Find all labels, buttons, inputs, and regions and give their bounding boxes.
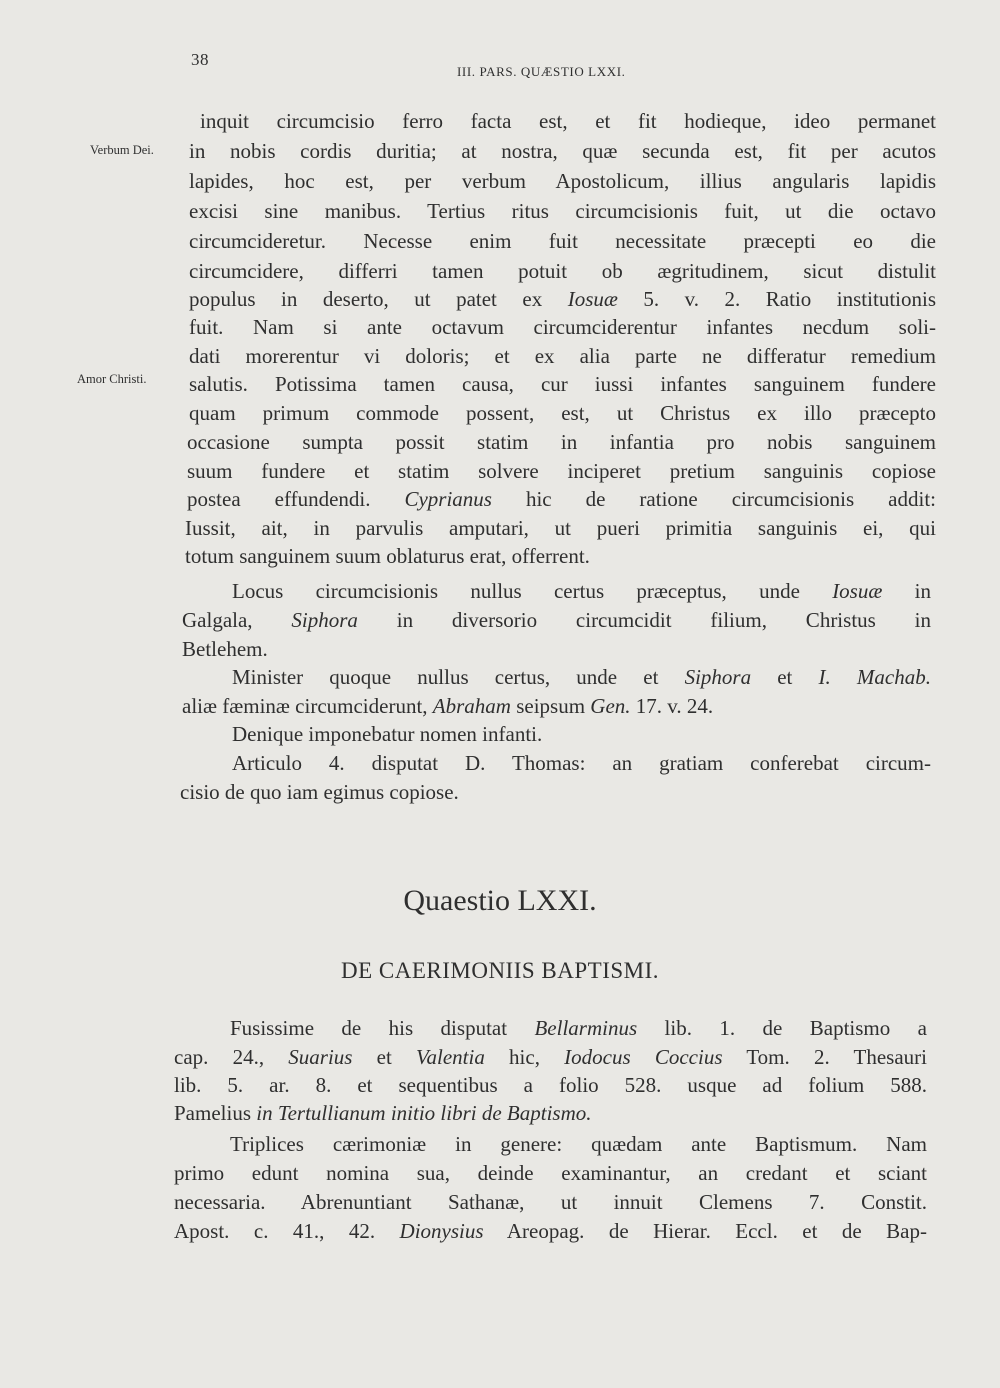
text-run: totum sanguinem suum oblaturus erat, offerrent. — [185, 544, 590, 568]
text-run: aliæ fæminæ circumciderunt, — [182, 694, 433, 718]
text-run: inquit circumcisio ferro facta est, et fit hodieque, ideo permanet — [200, 109, 936, 133]
text-line — [232, 750, 931, 776]
text-run: salutis. Potissima tamen causa, cur iussi infantes sanguinem fundere — [189, 372, 936, 396]
text-run: et — [352, 1045, 417, 1069]
italic-name: in Tertullianum initio libri de Baptismo. — [251, 1101, 592, 1125]
text-run: circumcideretur. Necesse enim fuit necessitate præcepti eo die — [189, 229, 936, 253]
text-run: lib. 5. ar. 8. et sequentibus a folio 528. usque ad folium 588. — [174, 1073, 927, 1097]
italic-name: Valentia — [416, 1045, 485, 1069]
text-line — [189, 198, 936, 224]
text-run: Tom. 2. Thesauri — [722, 1045, 927, 1069]
text-run: fuit. Nam si ante octavum circumciderentur infantes necdum soli- — [189, 315, 936, 339]
text-run: dati morerentur vi doloris; et ex alia parte ne differatur remedium — [189, 344, 936, 368]
text-run: Apost. c. 41., 42. — [174, 1219, 400, 1243]
text-run: Articulo 4. disputat D. Thomas: an gratiam conferebat circum- — [232, 751, 931, 775]
text-line — [232, 578, 931, 604]
text-line — [189, 314, 936, 340]
text-run: excisi sine manibus. Tertius ritus circumcisionis fuit, ut die octavo — [189, 199, 936, 223]
text-line — [189, 343, 936, 369]
text-line — [185, 515, 936, 541]
text-line — [189, 228, 936, 254]
text-line — [174, 1100, 592, 1126]
italic-name: Bellarminus — [534, 1016, 638, 1040]
text-run: Pamelius — [174, 1101, 251, 1125]
text-line — [230, 1131, 927, 1157]
italic-name: Dionysius — [399, 1219, 484, 1243]
italic-name: Gen. — [590, 694, 631, 718]
text-line — [189, 400, 936, 426]
text-run: 5. v. 2. Ratio institutionis — [617, 287, 936, 311]
italic-name: Siphora — [684, 665, 752, 689]
text-run: circumcidere, differri tamen potuit ob ægritudinem, sicut distulit — [189, 259, 936, 283]
italic-name: Cyprianus — [404, 487, 492, 511]
text-line — [182, 636, 268, 662]
text-line — [174, 1189, 927, 1215]
text-run: occasione sumpta possit statim in infantia pro nobis sanguinem — [187, 430, 936, 454]
text-line — [200, 108, 936, 134]
text-line — [174, 1072, 927, 1098]
italic-name: I. Machab. — [818, 665, 931, 689]
text-run: postea effundendi. — [187, 487, 405, 511]
text-line — [232, 721, 542, 747]
page-number: 38 — [191, 50, 209, 69]
running-title: III. PARS. QUÆSTIO LXXI. — [457, 64, 626, 79]
text-run: Minister quoque nullus certus, unde et — [232, 665, 685, 689]
text-run: populus in deserto, ut patet ex — [189, 287, 568, 311]
section-heading: Quaestio LXXI. — [403, 884, 597, 917]
text-run: seipsum — [510, 694, 591, 718]
text-line — [180, 779, 459, 805]
text-run: Betlehem. — [182, 637, 268, 661]
text-line — [182, 607, 931, 633]
italic-name: Suarius — [288, 1045, 353, 1069]
text-run: Areopag. de Hierar. Eccl. et de Bap- — [483, 1219, 927, 1243]
text-run: Denique imponebatur nomen infanti. — [232, 722, 543, 746]
text-line — [189, 258, 936, 284]
margin-note-amor-christi: Amor Christi. — [77, 372, 147, 386]
text-run: necessaria. Abrenuntiant Sathanæ, ut innuit Clemens 7. Constit. — [174, 1190, 927, 1214]
text-run: in nobis cordis duritia; at nostra, quæ secunda est, fit per acutos — [189, 139, 936, 163]
text-line — [174, 1160, 927, 1186]
text-run: et — [751, 665, 819, 689]
text-line — [189, 168, 936, 194]
text-run: cisio de quo iam egimus copiose. — [180, 780, 459, 804]
text-run: cap. 24., — [174, 1045, 289, 1069]
text-run: Iussit, ait, in parvulis amputari, ut pueri primitia sanguinis ei, qui — [185, 516, 936, 540]
text-run: lib. 1. de Baptismo a — [637, 1016, 927, 1040]
text-line — [232, 664, 931, 690]
text-run: in diversorio circumcidit filium, Christus in — [357, 608, 931, 632]
text-run: hic, — [484, 1045, 565, 1069]
text-line — [189, 371, 936, 397]
text-run: lapides, hoc est, per verbum Apostolicum, illius angularis lapidis — [189, 169, 936, 193]
text-line — [189, 286, 936, 312]
text-run: Locus circumcisionis nullus certus præceptus, unde — [232, 579, 833, 603]
margin-note-verbum-dei: Verbum Dei. — [90, 143, 154, 157]
text-line — [174, 1218, 927, 1244]
text-run: primo edunt nomina sua, deinde examinantur, an credant et sciant — [174, 1161, 927, 1185]
italic-name: Iosuæ — [567, 287, 618, 311]
italic-name: Abraham — [432, 694, 511, 718]
text-line — [230, 1015, 927, 1041]
text-run: suum fundere et statim solvere inciperet pretium sanguinis copiose — [187, 459, 936, 483]
italic-name: Iosuæ — [832, 579, 883, 603]
text-run: in — [882, 579, 931, 603]
text-run: Galgala, — [182, 608, 292, 632]
italic-name: Iodocus Coccius — [564, 1045, 723, 1069]
text-line — [182, 693, 713, 719]
text-line — [174, 1044, 927, 1070]
text-run: hic de ratione circumcisionis addit: — [491, 487, 937, 511]
text-line — [185, 543, 590, 569]
text-run: quam primum commode possent, est, ut Christus ex illo præcepto — [189, 401, 936, 425]
text-run: 17. v. 24. — [630, 694, 714, 718]
section-subheading: DE CAERIMONIIS BAPTISMI. — [340, 958, 660, 983]
text-run: Triplices cærimoniæ in genere: quædam ante Baptismum. Nam — [230, 1132, 927, 1156]
text-line — [187, 486, 936, 512]
text-line — [187, 429, 936, 455]
text-line — [187, 458, 936, 484]
text-run: Fusissime de his disputat — [230, 1016, 535, 1040]
text-line — [189, 138, 936, 164]
italic-name: Siphora — [291, 608, 358, 632]
